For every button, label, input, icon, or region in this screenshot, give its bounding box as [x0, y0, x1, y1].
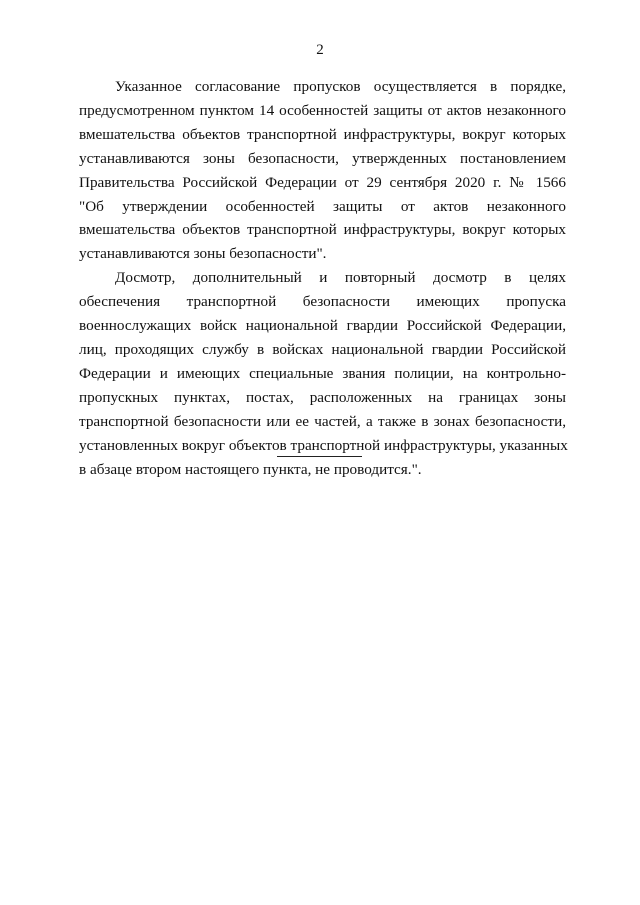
- paragraph-2: [79, 266, 566, 481]
- text-line: пропускных пунктах, постах, расположенных на границах зоны: [79, 388, 566, 406]
- document-body: [79, 75, 566, 481]
- paragraph-1: [79, 75, 566, 266]
- text-line: Досмотр, дополнительный и повторный досмотр в целях: [115, 269, 566, 287]
- page-number: 2: [316, 42, 324, 58]
- text-line: установленных вокруг объектов транспортной инфраструктуры, указанных: [79, 436, 568, 454]
- text-line: военнослужащих войск национальной гвардии Российской Федерации,: [79, 317, 566, 335]
- text-line: транспортной безопасности или ее частей, а также в зонах безопасности,: [79, 412, 566, 430]
- end-divider: [277, 456, 362, 457]
- text-line: Указанное согласование пропусков осуществляется в порядке,: [115, 78, 566, 95]
- text-line: предусмотренном пунктом 14 особенностей защиты от актов незаконного: [79, 101, 566, 119]
- text-line: Правительства Российской Федерации от 29 сентября 2020 г. № 1566: [79, 173, 566, 191]
- text-line: обеспечения транспортной безопасности имеющих пропуска: [79, 293, 566, 311]
- text-line: вмешательства объектов транспортной инфраструктуры, вокруг которых: [79, 125, 566, 143]
- text-line: в абзаце втором настоящего пункта, не проводится.".: [79, 460, 422, 478]
- text-line: устанавливаются зоны безопасности".: [79, 245, 327, 263]
- text-line: вмешательства объектов транспортной инфраструктуры, вокруг которых: [79, 221, 566, 239]
- text-line: Федерации и имеющих специальные звания полиции, на контрольно-: [79, 364, 566, 382]
- text-line: устанавливаются зоны безопасности, утвержденных постановлением: [79, 149, 566, 167]
- text-line: "Об утверждении особенностей защиты от актов незаконного: [79, 197, 566, 215]
- text-line: лиц, проходящих службу в войсках национальной гвардии Российской: [79, 340, 566, 358]
